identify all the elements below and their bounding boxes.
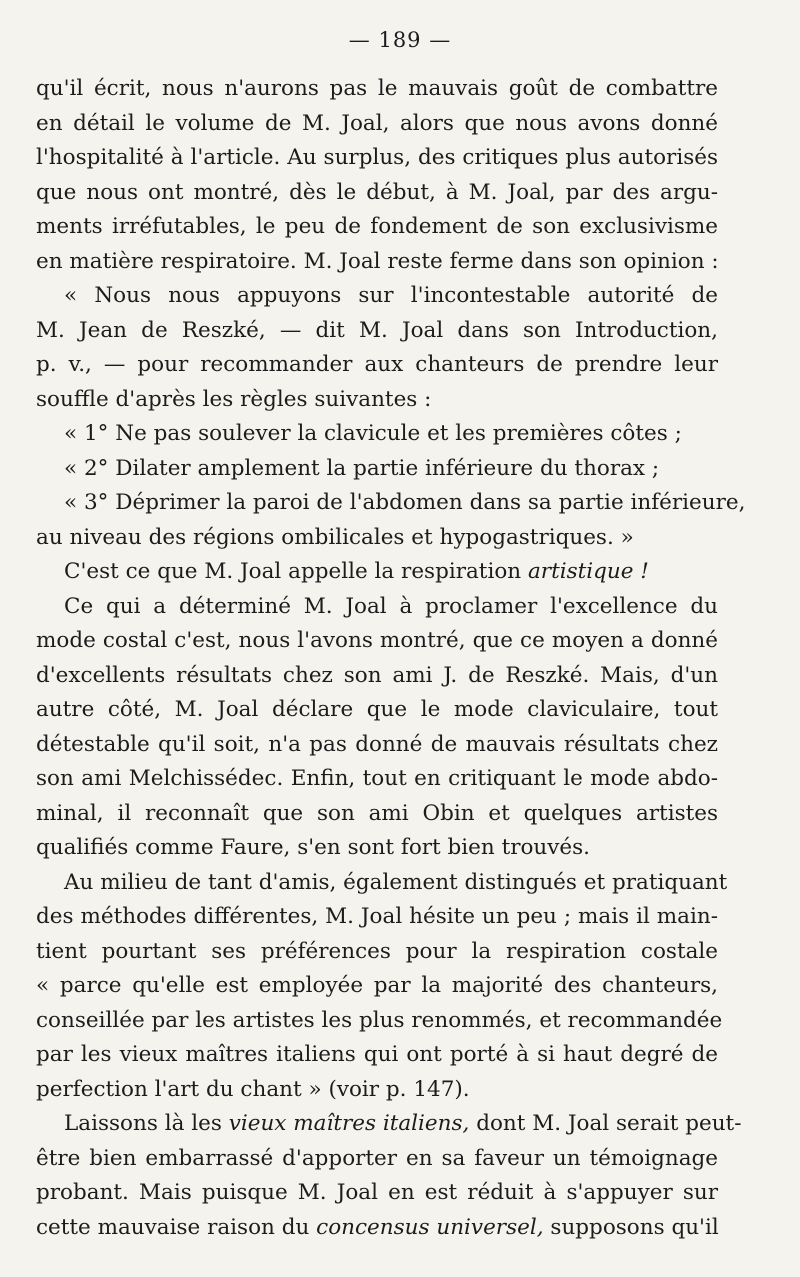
- text-line-content: souffle d'après les règles suivantes :: [36, 386, 432, 412]
- text-line: [36, 176, 718, 211]
- text-line: [36, 590, 718, 625]
- text-line: [36, 866, 728, 901]
- text-line: [36, 383, 718, 418]
- text-line-content: « 3° Déprimer la paroi de l'abdomen dans sa partie inférieure,: [64, 490, 746, 515]
- text-line-content: Laissons là les: [64, 1111, 222, 1136]
- text-line: [36, 1176, 718, 1211]
- text-line-content: minal, il reconnaît que son ami Obin et quelques artistes: [36, 800, 718, 826]
- text-line-content: autre côté, M. Joal déclare que le mode claviculaire, tout: [36, 697, 718, 722]
- text-line-content: « parce qu'elle est employée par la majorité des chanteurs,: [36, 973, 718, 998]
- text-line: [36, 831, 718, 866]
- text-line-content: « 2° Dilater amplement la partie inférieure du thorax ;: [64, 455, 660, 481]
- text-line-content: Au milieu de tant d'amis, également distingués et pratiquant: [64, 869, 728, 895]
- text-line: [36, 1211, 718, 1246]
- text-line-content: l'hospitalité à l'article. Au surplus, des critiques plus autorisés: [36, 145, 718, 170]
- text-line: [36, 969, 718, 1004]
- text-line-content: p. v., — pour recommander aux chanteurs de prendre leur: [36, 352, 718, 377]
- text-line: [36, 279, 718, 314]
- italic-phrase: artistique !: [527, 559, 649, 584]
- text-line-content: tient pourtant ses préférences pour la respiration costale: [36, 938, 718, 964]
- text-line-content: perfection l'art du chant » (voir p. 147).: [36, 1076, 470, 1102]
- text-line-content: en détail le volume de M. Joal, alors que nous avons donné: [36, 110, 718, 136]
- text-line: [36, 728, 718, 763]
- text-line: [36, 141, 718, 176]
- text-line-content: d'excellents résultats chez son ami J. de Reszké. Mais, d'un: [36, 662, 718, 688]
- text-line-content: ments irréfutables, le peu de fondement de son exclusivisme: [36, 214, 718, 239]
- text-line: [36, 935, 718, 970]
- text-line-content: au niveau des régions ombilicales et hypogastriques. »: [36, 524, 634, 550]
- text-line-content: M. Jean de Reszké, — dit M. Joal dans son Introduction,: [36, 317, 718, 343]
- text-line-content: Ce qui a déterminé M. Joal à proclamer l'excellence du: [64, 593, 718, 619]
- text-line: [36, 314, 718, 349]
- text-line: [36, 210, 718, 245]
- page-number: — 189 —: [348, 28, 452, 52]
- body-text: [36, 72, 746, 1245]
- text-line: [36, 486, 746, 521]
- text-line-content: C'est ce que M. Joal appelle la respiration: [64, 559, 522, 584]
- text-line-content: mode costal c'est, nous l'avons montré, que ce moyen a donné: [36, 628, 718, 653]
- text-line: [36, 900, 718, 935]
- text-line: [36, 659, 718, 694]
- text-line: [36, 72, 718, 107]
- text-line-content: son ami Melchissédec. Enfin, tout en critiquant le mode abdo-: [36, 766, 718, 791]
- text-line-content: en matière respiratoire. M. Joal reste ferme dans son opinion :: [36, 248, 719, 274]
- text-line-content: « 1° Ne pas soulever la clavicule et les premières côtes ;: [64, 421, 682, 446]
- text-line: [36, 452, 718, 487]
- text-line: [36, 1142, 718, 1177]
- text-line: [36, 348, 718, 383]
- italic-phrase: vieux maîtres italiens,: [228, 1111, 470, 1136]
- text-line: [36, 797, 718, 832]
- text-line: [36, 1004, 723, 1039]
- text-line-content: qualifiés comme Faure, s'en sont fort bien trouvés.: [36, 835, 591, 860]
- text-line: [36, 624, 718, 659]
- text-line: [36, 417, 718, 452]
- text-line: [36, 762, 718, 797]
- text-line-content: par les vieux maîtres italiens qui ont porté à si haut degré de: [36, 1042, 718, 1067]
- text-line: [36, 107, 718, 142]
- text-line-content: probant. Mais puisque M. Joal en est réduit à s'appuyer sur: [36, 1180, 718, 1205]
- text-line-content: que nous ont montré, dès le début, à M. Joal, par des argu-: [36, 179, 718, 205]
- text-line-content: conseillée par les artistes les plus renommés, et recommandée: [36, 1007, 723, 1033]
- text-line: [36, 693, 718, 728]
- text-line: [36, 1038, 718, 1073]
- text-line-content: qu'il écrit, nous n'aurons pas le mauvais goût de combattre: [36, 76, 718, 101]
- text-line-content: cette mauvaise raison du: [36, 1214, 310, 1240]
- text-line-content: « Nous nous appuyons sur l'incontestable autorité de: [64, 283, 718, 308]
- text-line: [36, 521, 718, 556]
- text-line-tail: supposons qu'il: [550, 1214, 719, 1240]
- text-line-content: être bien embarrassé d'apporter en sa faveur un témoignage: [36, 1145, 718, 1171]
- text-line-content: des méthodes différentes, M. Joal hésite un peu ; mais il main-: [36, 904, 718, 929]
- text-line: [36, 1073, 718, 1108]
- text-line: [36, 555, 718, 590]
- italic-phrase: concensus universel,: [316, 1214, 544, 1240]
- text-line: [36, 1107, 742, 1142]
- text-line: [36, 245, 718, 280]
- text-line-tail: dont M. Joal serait peut-: [476, 1111, 742, 1136]
- text-line-content: détestable qu'il soit, n'a pas donné de mauvais résultats chez: [36, 731, 718, 757]
